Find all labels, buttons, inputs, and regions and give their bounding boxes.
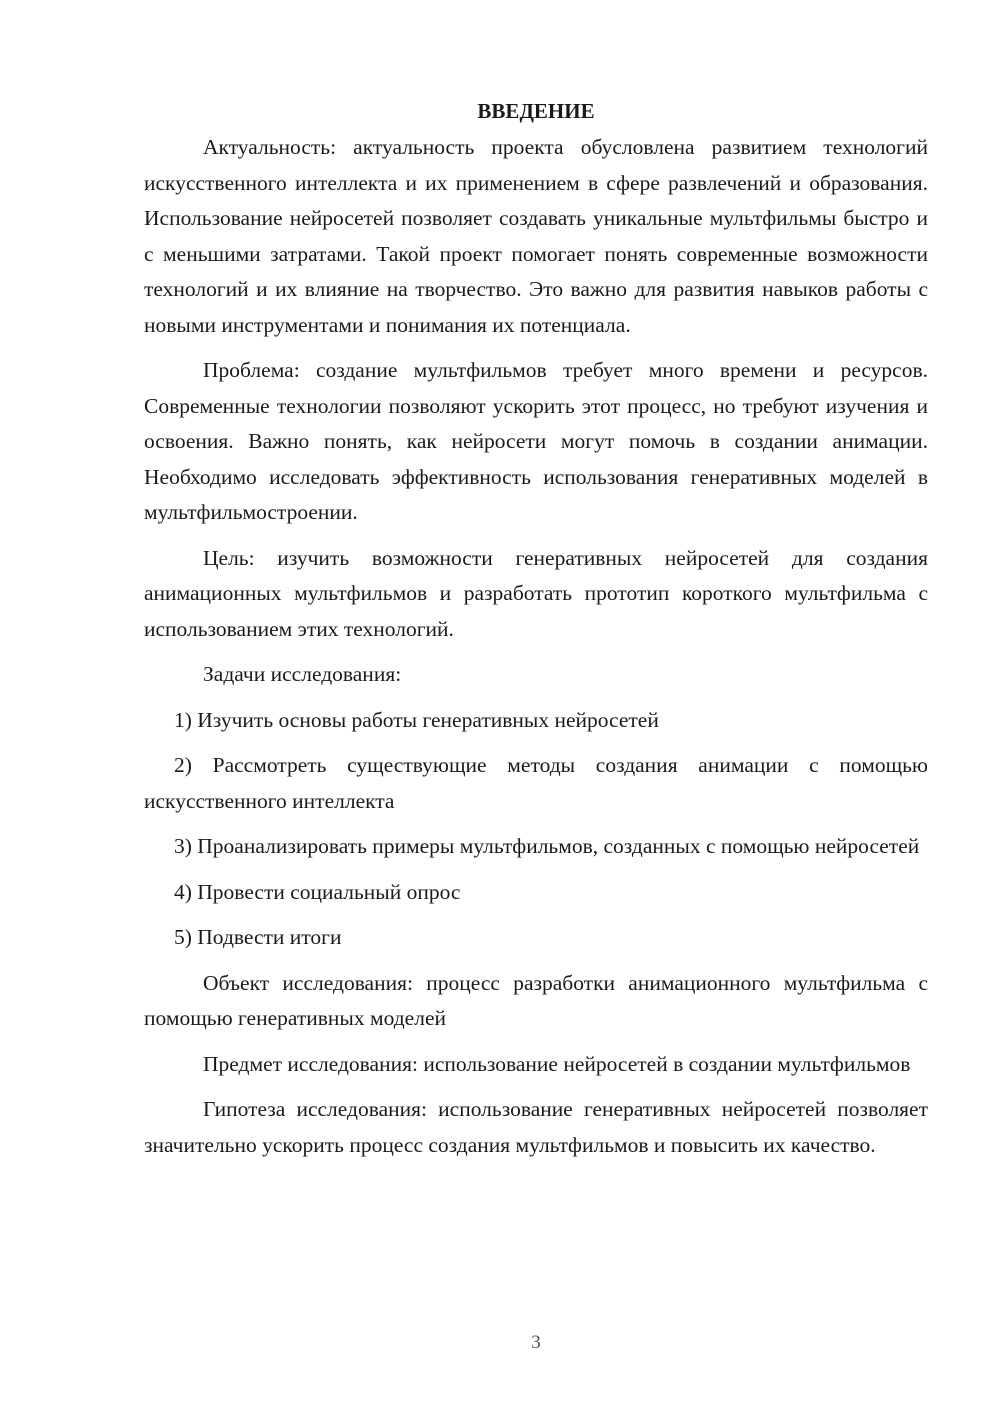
page-title: ВВЕДЕНИЕ (477, 99, 595, 123)
object-paragraph: Объект исследования: процесс разработки анимационного мультфильма с помощью генеративных моделей (144, 970, 928, 1030)
task-item-1: 1) Изучить основы работы генеративных нейросетей (174, 707, 659, 732)
subject-paragraph: Предмет исследования: использование нейросетей в создании мультфильмов (203, 1051, 911, 1076)
page-number: 3 (531, 1332, 541, 1353)
task-item-2: 2) Рассмотреть существующие методы создания анимации с помощью искусственного интеллекта (144, 753, 928, 813)
tasks-heading: Задачи исследования: (203, 662, 402, 686)
hypothesis-paragraph: Гипотеза исследования: использование генеративных нейросетей позволяет значительно ускорить процесс создания мультфильмов и повысить их качество. (144, 1097, 928, 1157)
task-item-3: 3) Проанализировать примеры мультфильмов, созданных с помощью нейросетей (174, 834, 920, 858)
document-page (144, 96, 928, 1173)
problem-paragraph: Проблема: создание мультфильмов требует много времени и ресурсов. Современные технологии позволяют ускорить этот процесс, но требуют изучения и освоения. Важно понять, как нейросети могут помочь в создании анимации. Необходимо исследовать эффективность использования генеративных моделей в мультфильмостроении. (144, 358, 928, 524)
relevance-paragraph: Актуальность: актуальность проекта обусловлена развитием технологий искусственного интеллекта и их применением в сфере развлечений и образования. Использование нейросетей позволяет создавать уникальные мультфильмы быстро и с меньшими затратами. Такой проект помогает понять современные возможности технологий и их влияние на творчество. Это важно для развития навыков работы с новыми инструментами и понимания их потенциала. (144, 135, 928, 337)
task-item-5: 5) Подвести итоги (174, 925, 342, 949)
task-item-4: 4) Провести социальный опрос (174, 879, 461, 904)
goal-paragraph: Цель: изучить возможности генеративных нейросетей для создания анимационных мультфильмов и разработать прототип короткого мультфильма с использованием этих технологий. (144, 545, 928, 641)
